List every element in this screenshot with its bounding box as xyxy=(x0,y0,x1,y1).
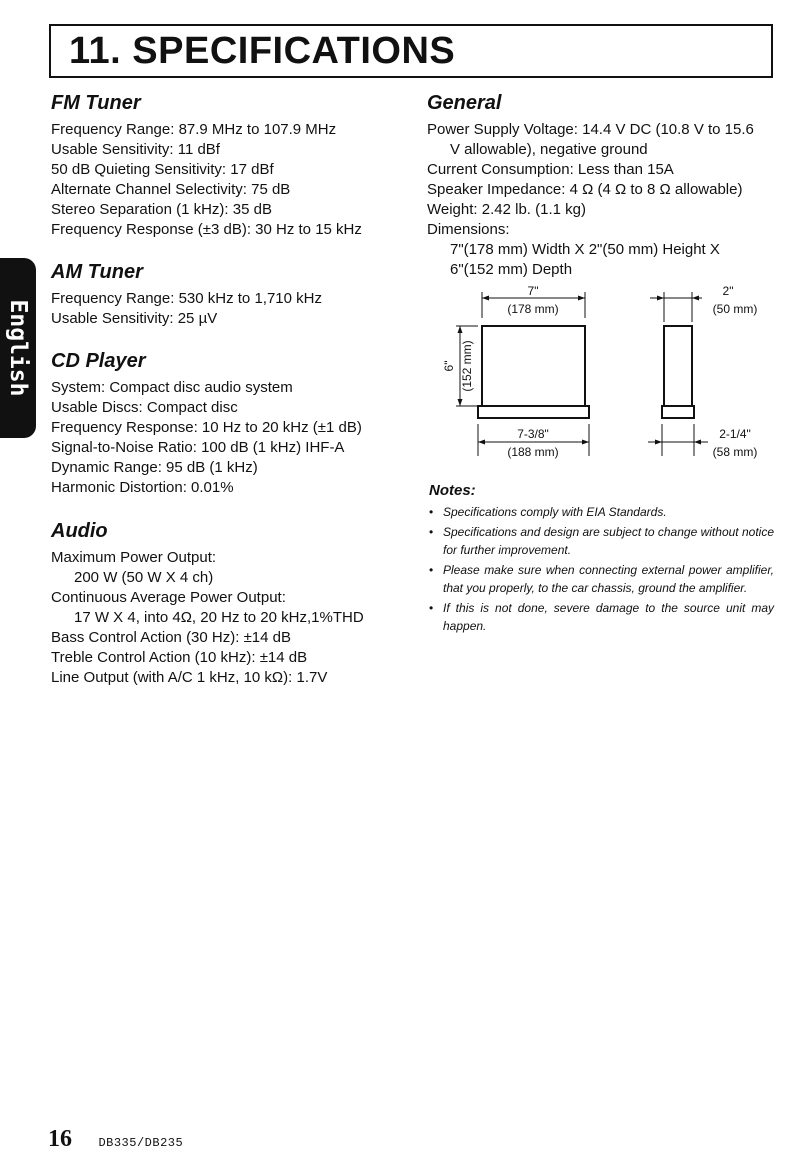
spec-line: 17 W X 4, into 4Ω, 20 Hz to 20 kHz,1%THD xyxy=(74,609,364,626)
side-depth-label: 2" xyxy=(722,284,734,298)
spec-line: Stereo Separation (1 kHz): 35 dB xyxy=(51,201,272,218)
spec-line: Frequency Response (±3 dB): 30 Hz to 15 kHz xyxy=(51,221,362,238)
flange-width-dimension xyxy=(478,424,589,459)
dimension-diagram xyxy=(440,282,770,462)
side-flange-mm-label: (58 mm) xyxy=(712,445,758,459)
spec-line: 200 W (50 W X 4 ch) xyxy=(74,569,214,586)
spec-line: Dynamic Range: 95 dB (1 kHz) xyxy=(51,459,258,476)
side-view-unit xyxy=(662,326,694,418)
audio-section xyxy=(51,518,364,688)
spec-line: Bass Control Action (30 Hz): ±14 dB xyxy=(51,629,292,646)
height-dimension xyxy=(442,326,478,406)
audio-heading: Audio xyxy=(51,520,108,542)
spec-line: Treble Control Action (10 kHz): ±14 dB xyxy=(51,649,308,666)
side-flange-dimension xyxy=(648,424,757,459)
spec-line: Usable Sensitivity: 25 µV xyxy=(51,310,218,327)
page-title-box xyxy=(49,24,773,78)
spec-line: System: Compact disc audio system xyxy=(51,379,293,396)
spec-line: Usable Discs: Compact disc xyxy=(51,399,238,416)
page-title: 11. SPECIFICATIONS xyxy=(69,30,456,72)
spec-line: Continuous Average Power Output: xyxy=(51,589,286,606)
spec-line: Signal-to-Noise Ratio: 100 dB (1 kHz) IHF-A xyxy=(51,439,345,456)
note-item: • Please make sure when connecting external power amplifier, that you properly, to the car chassis, ground the amplifier. xyxy=(429,561,774,597)
language-tab xyxy=(0,258,36,438)
spec-line: Frequency Range: 87.9 MHz to 107.9 MHz xyxy=(51,121,337,138)
height-mm-label: (152 mm) xyxy=(460,340,474,392)
spec-line: Usable Sensitivity: 11 dBf xyxy=(51,141,220,158)
front-width-dimension xyxy=(482,284,585,318)
fm-tuner-section xyxy=(51,90,362,240)
spec-line: 7"(178 mm) Width X 2"(50 mm) Height X xyxy=(450,241,720,258)
page-footer xyxy=(48,1126,183,1153)
spec-line: Frequency Range: 530 kHz to 1,710 kHz xyxy=(51,290,322,307)
spec-line: Frequency Response: 10 Hz to 20 kHz (±1 dB) xyxy=(51,419,362,436)
cd-player-heading: CD Player xyxy=(51,350,146,372)
spec-line: 6"(152 mm) Depth xyxy=(450,261,573,278)
model-number: DB335/DB235 xyxy=(98,1136,184,1150)
notes-section xyxy=(429,482,774,637)
spec-line: Dimensions: xyxy=(427,221,510,238)
spec-line: Line Output (with A/C 1 kHz, 10 kΩ): 1.7V xyxy=(51,669,328,686)
spec-line: V allowable), negative ground xyxy=(450,141,648,158)
note-item: • Specifications comply with EIA Standards. xyxy=(429,503,774,521)
language-tab-label: English xyxy=(5,299,31,397)
side-depth-dimension xyxy=(650,284,757,322)
spec-line: Harmonic Distortion: 0.01% xyxy=(51,479,234,496)
front-view-unit xyxy=(478,326,589,418)
spec-line: Maximum Power Output: xyxy=(51,549,217,566)
spec-line: Power Supply Voltage: 14.4 V DC (10.8 V to 15.6 xyxy=(427,121,754,138)
note-item: • If this is not done, severe damage to the source unit may happen. xyxy=(429,599,774,635)
spec-line: Alternate Channel Selectivity: 75 dB xyxy=(51,181,291,198)
spec-line: Weight: 2.42 lb. (1.1 kg) xyxy=(427,201,586,218)
spec-line: Speaker Impedance: 4 Ω (4 Ω to 8 Ω allowable) xyxy=(427,181,743,198)
front-width-mm-label: (178 mm) xyxy=(507,302,559,316)
am-tuner-section xyxy=(51,259,322,329)
front-width-label: 7" xyxy=(527,284,539,298)
dimension-diagram-svg xyxy=(440,282,770,462)
side-depth-mm-label: (50 mm) xyxy=(712,302,758,316)
notes-heading: Notes: xyxy=(429,482,476,499)
side-flange-label: 2-1/4" xyxy=(719,427,751,441)
spec-line: Current Consumption: Less than 15A xyxy=(427,161,674,178)
note-item: • Specifications and design are subject to change without notice for further improvement. xyxy=(429,523,774,559)
page-number: 16 xyxy=(48,1126,72,1152)
fm-tuner-heading: FM Tuner xyxy=(51,92,141,114)
height-label: 6" xyxy=(442,360,456,372)
general-section xyxy=(427,90,754,280)
general-heading: General xyxy=(427,92,502,114)
spec-line: 50 dB Quieting Sensitivity: 17 dBf xyxy=(51,161,274,178)
cd-player-section xyxy=(51,348,362,498)
am-tuner-heading: AM Tuner xyxy=(51,261,143,283)
flange-width-label: 7-3/8" xyxy=(517,427,549,441)
flange-width-mm-label: (188 mm) xyxy=(507,445,559,459)
